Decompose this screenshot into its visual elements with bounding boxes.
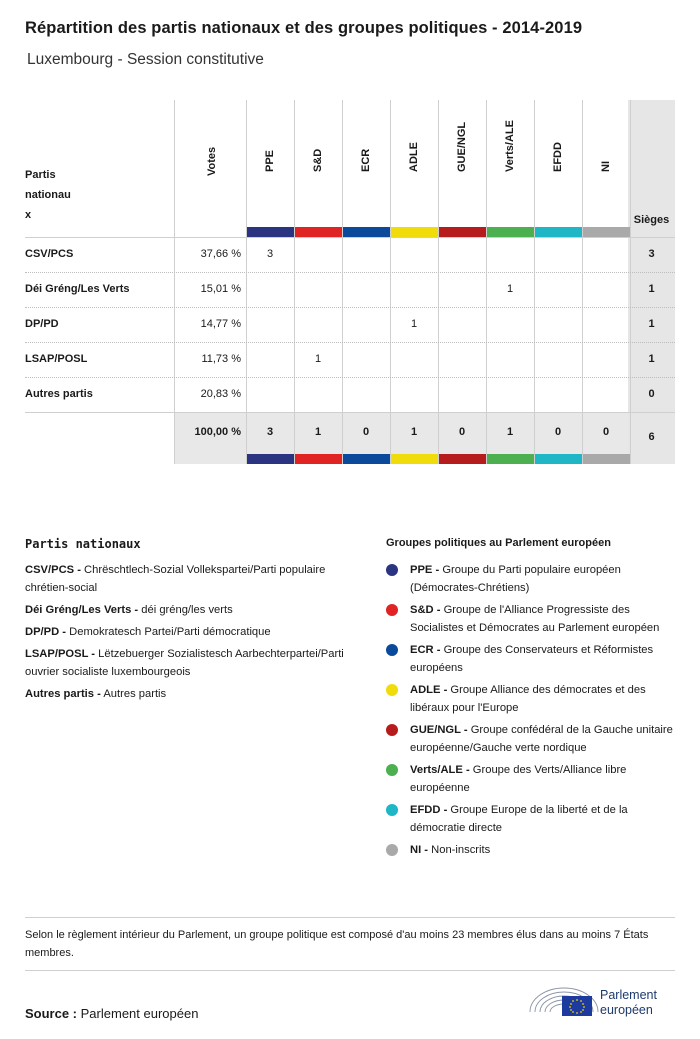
legend-color-dot-icon — [386, 644, 398, 656]
party-name: Déi Gréng/Les Verts — [25, 283, 130, 295]
party-name: LSAP/POSL — [25, 353, 88, 365]
table-header-rule — [25, 237, 675, 238]
legend-party-abbr: Autres partis - — [25, 688, 101, 700]
page-title: Répartition des partis nationaux et des groupes politiques - 2014-2019 — [25, 19, 583, 37]
legend-group-item — [386, 841, 676, 859]
legend-parties-list — [25, 561, 365, 707]
table-row-rule — [25, 272, 675, 273]
legend-color-dot-icon — [386, 764, 398, 776]
legend-group-text: Groupe Europe de la liberté et de la démocratie directe — [410, 804, 628, 834]
group-color-bar-bottom — [295, 454, 342, 464]
legend-group-text: Non-inscrits — [428, 844, 491, 856]
legend-group-abbr: NI - — [410, 844, 429, 856]
legend-group-abbr: PPE - — [410, 564, 440, 576]
group-header-adle: ADLE — [408, 142, 420, 172]
source-line — [25, 1006, 198, 1021]
page-subtitle: Luxembourg - Session constitutive — [27, 51, 264, 68]
party-total-seats: 3 — [648, 248, 655, 260]
legend-party-text: Lëtzebuerger Sozialistesch Aarbechterpartei/Parti ouvrier socialiste luxembourgeois — [25, 648, 344, 678]
legend-group-abbr: EFDD - — [410, 804, 448, 816]
legend-group-item — [386, 641, 676, 677]
legend-party-abbr: DP/PD - — [25, 626, 67, 638]
table-row-rule — [25, 377, 675, 378]
legend-group-item — [386, 801, 676, 837]
legend-group-text: Groupe des Verts/Alliance libre européenne — [410, 764, 627, 794]
legend-group-item — [386, 761, 676, 797]
legend-group-item — [386, 721, 676, 757]
seats-column-header: Sièges — [633, 214, 670, 226]
group-color-bar-bottom — [487, 454, 534, 464]
note-divider-bottom — [25, 970, 675, 971]
logo-text — [600, 988, 657, 1018]
source-label: Source : — [25, 1006, 78, 1021]
group-color-bar-bottom — [583, 454, 630, 464]
group-color-bar-bottom — [535, 454, 582, 464]
party-votes: 11,73 % — [201, 353, 241, 365]
party-name: Autres partis — [25, 388, 93, 400]
table-row-rule — [25, 342, 675, 343]
legend-color-dot-icon — [386, 684, 398, 696]
legend-party-text: déi gréng/les verts — [138, 604, 233, 616]
legend-color-dot-icon — [386, 804, 398, 816]
group-header-ppe: PPE — [264, 149, 276, 172]
group-color-bar-top — [295, 227, 342, 237]
table-vline-group — [438, 100, 439, 464]
group-color-bar-bottom — [247, 454, 294, 464]
seat-cell: 1 — [314, 353, 322, 365]
legend-group-text: Groupe des Conservateurs et Réformistes européens — [410, 644, 654, 674]
legend-party-item — [25, 561, 365, 597]
total-seat-cell: 3 — [266, 426, 274, 438]
legend-group-item — [386, 561, 676, 597]
legend-group-item — [386, 681, 676, 717]
total-seat-cell: 0 — [458, 426, 466, 438]
rule-note: Selon le règlement intérieur du Parlement, un groupe politique est composé d'au moins 23 membres élus dans au moins 7 États membres. — [25, 929, 649, 959]
party-votes: 20,83 % — [200, 388, 241, 400]
seat-cell: 1 — [410, 318, 418, 330]
legend-groups-title: Groupes politiques au Parlement européen — [386, 537, 611, 549]
group-header-vertsale: Verts/ALE — [504, 120, 516, 172]
group-header-ecr: ECR — [360, 148, 372, 172]
group-color-bar-bottom — [391, 454, 438, 464]
group-header-sd: S&D — [312, 148, 324, 172]
legend-groups-list — [386, 561, 676, 863]
party-name: CSV/PCS — [25, 248, 74, 260]
table-row-rule — [25, 412, 675, 413]
table-vline-group — [294, 100, 295, 464]
legend-group-abbr: ADLE - — [410, 684, 448, 696]
party-name: DP/PD — [25, 318, 59, 330]
source-value: Parlement européen — [80, 1006, 199, 1021]
table-vline-group — [246, 100, 247, 464]
legend-group-text: Groupe du Parti populaire européen (Démocrates-Chrétiens) — [410, 564, 621, 594]
table-row-rule — [25, 307, 675, 308]
legend-party-item — [25, 623, 365, 641]
legend-party-abbr: LSAP/POSL - — [25, 648, 96, 660]
legend-group-abbr: GUE/NGL - — [410, 724, 468, 736]
legend-group-abbr: S&D - — [410, 604, 441, 616]
table-vline-group — [534, 100, 535, 464]
group-color-bar-top — [487, 227, 534, 237]
group-color-bar-bottom — [343, 454, 390, 464]
total-seat-cell: 1 — [314, 426, 322, 438]
table-vline-group — [390, 100, 391, 464]
total-seat-cell: 0 — [602, 426, 610, 438]
legend-group-abbr: Verts/ALE - — [410, 764, 470, 776]
legend-party-item — [25, 645, 365, 681]
logo-line-2: européen — [600, 1003, 653, 1017]
legend-group-text: Groupe confédéral de la Gauche unitaire européenne/Gauche verte nordique — [410, 724, 673, 754]
legend-parties-title: Partis nationaux — [25, 537, 141, 551]
seat-cell: 3 — [266, 248, 274, 260]
legend-group-text: Groupe Alliance des démocrates et des libéraux pour l'Europe — [410, 684, 646, 714]
party-total-seats: 1 — [648, 318, 655, 330]
group-header-efdd: EFDD — [552, 142, 564, 172]
party-total-seats: 0 — [648, 388, 655, 400]
party-column-header: Partis nationau x — [25, 169, 71, 221]
group-header-ni: NI — [600, 161, 612, 172]
seat-cell: 1 — [506, 283, 514, 295]
table-vline-group — [342, 100, 343, 464]
note-divider-top — [25, 917, 675, 918]
votes-column-header: Votes — [206, 146, 218, 176]
group-color-bar-top — [535, 227, 582, 237]
legend-group-text: Groupe de l'Alliance Progressiste des Socialistes et Démocrates au Parlement européen — [410, 604, 660, 634]
group-color-bar-bottom — [439, 454, 486, 464]
group-color-bar-top — [343, 227, 390, 237]
total-seat-cell: 1 — [506, 426, 514, 438]
total-seat-cell: 1 — [410, 426, 418, 438]
legend-party-abbr: CSV/PCS - — [25, 564, 81, 576]
group-color-bar-top — [391, 227, 438, 237]
group-color-bar-top — [583, 227, 630, 237]
party-votes: 14,77 % — [200, 318, 241, 330]
legend-color-dot-icon — [386, 724, 398, 736]
table-vline-group — [582, 100, 583, 464]
party-votes: 15,01 % — [200, 283, 241, 295]
legend-party-text: Demokratesch Partei/Parti démocratique — [66, 626, 271, 638]
table-vline-votes — [174, 100, 175, 464]
logo-line-1: Parlement — [600, 988, 657, 1002]
party-total-seats: 1 — [648, 283, 655, 295]
legend-party-item — [25, 601, 365, 619]
total-seat-cell: 0 — [362, 426, 370, 438]
legend-group-abbr: ECR - — [410, 644, 441, 656]
total-votes: 100,00 % — [194, 426, 241, 438]
legend-party-abbr: Déi Gréng/Les Verts - — [25, 604, 139, 616]
legend-party-item — [25, 685, 365, 703]
group-color-bar-top — [439, 227, 486, 237]
legend-party-text: Chrëschtlech-Sozial Vollekspartei/Parti populaire chrétien-social — [25, 564, 326, 594]
seat-distribution-table — [25, 100, 675, 464]
legend-color-dot-icon — [386, 844, 398, 856]
grand-total-seats: 6 — [648, 431, 655, 443]
legend-party-text: Autres partis — [100, 688, 167, 700]
total-seat-cell: 0 — [554, 426, 562, 438]
legend-group-item — [386, 601, 676, 637]
group-header-guengl: GUE/NGL — [456, 121, 468, 172]
group-color-bar-top — [247, 227, 294, 237]
legend-color-dot-icon — [386, 604, 398, 616]
party-total-seats: 1 — [648, 353, 655, 365]
legend-color-dot-icon — [386, 564, 398, 576]
party-votes: 37,66 % — [200, 248, 241, 260]
